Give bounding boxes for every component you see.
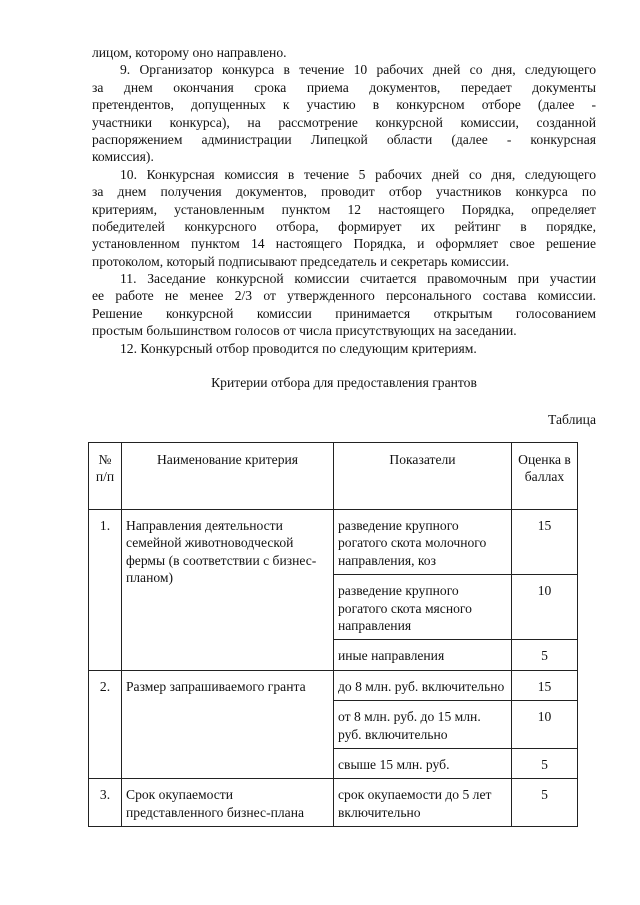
score-cell: 10 [512,701,578,749]
text-line: за днем получения документов, проводит отбор участников конкурса по [92,184,596,200]
table-caption: Критерии отбора для предоставления грантов [211,375,477,390]
text-line: протоколом, который подписывают председатель и секретарь комиссии. [92,253,510,269]
text-line: простым большинством голосов от числа присутствующих на заседании. [92,323,517,339]
indicator-cell: свыше 15 млн. руб. [334,749,512,779]
score-cell: 5 [512,640,578,670]
text-line: победителей конкурсного отбора, формирует их рейтинг в порядке, [92,218,596,234]
criterion-number: 1. [89,510,122,671]
table-row [89,670,578,700]
indicator-cell: до 8 млн. руб. включительно [334,670,512,700]
score-cell: 5 [512,749,578,779]
criterion-name: Срок окупаемости представленного бизнес-плана [122,779,334,827]
text-line: комиссия). [92,149,154,165]
header-score: Оценка в баллах [512,443,578,510]
body-text [92,44,596,357]
text-line: Решение конкурсной комиссии принимается открытым голосованием [92,305,596,321]
text-line: лицом, которому оно направлено. [92,45,287,60]
text-line: распоряжением администрации Липецкой области (далее - конкурсная [92,131,596,147]
score-cell: 5 [512,779,578,827]
indicator-cell: от 8 млн. руб. до 15 млн. руб. включительно [334,701,512,749]
text-line: 11. Заседание конкурсной комиссии считается правомочным при участии [120,271,596,287]
table-row [89,779,578,827]
text-line: 9. Организатор конкурса в течение 10 рабочих дней со дня, следующего [120,62,596,78]
criterion-name: Размер запрашиваемого гранта [122,670,334,779]
table-header-row [89,443,578,510]
indicator-cell: срок окупаемости до 5 лет включительно [334,779,512,827]
score-cell: 15 [512,510,578,575]
header-indicators: Показатели [334,443,512,510]
text-line: участники конкурса), на рассмотрение конкурсной комиссии, созданной [92,114,596,130]
text-line: критериям, установленным пунктом 12 настоящего Порядка, определяет [92,201,596,217]
criterion-number: 3. [89,779,122,827]
indicator-cell: разведение крупного рогатого скота молочного направления, коз [334,510,512,575]
text-line: установленном пунктом 14 настоящего Порядка, и оформляет свое решение [92,236,596,252]
table-label: Таблица [548,412,596,427]
score-cell: 15 [512,670,578,700]
text-line: за днем окончания срока приема документов, передает документы [92,79,596,95]
indicator-cell: разведение крупного рогатого скота мясного направления [334,575,512,640]
header-num: № п/п [89,443,122,510]
header-criterion: Наименование критерия [122,443,334,510]
text-line: ее работе не менее 2/3 от утвержденного персонального состава комиссии. [92,288,596,304]
table-row [89,510,578,575]
criterion-name: Направления деятельности семейной животноводческой фермы (в соответствии с бизнес-планом) [122,510,334,671]
score-cell: 10 [512,575,578,640]
text-line: 12. Конкурсный отбор проводится по следующим критериям. [120,340,477,356]
text-line: претендентов, допущенных к участию в конкурсном отборе (далее - [92,97,596,113]
criteria-table [88,442,578,827]
criterion-number: 2. [89,670,122,779]
text-line: 10. Конкурсная комиссия в течение 5 рабочих дней со дня, следующего [120,166,596,182]
indicator-cell: иные направления [334,640,512,670]
